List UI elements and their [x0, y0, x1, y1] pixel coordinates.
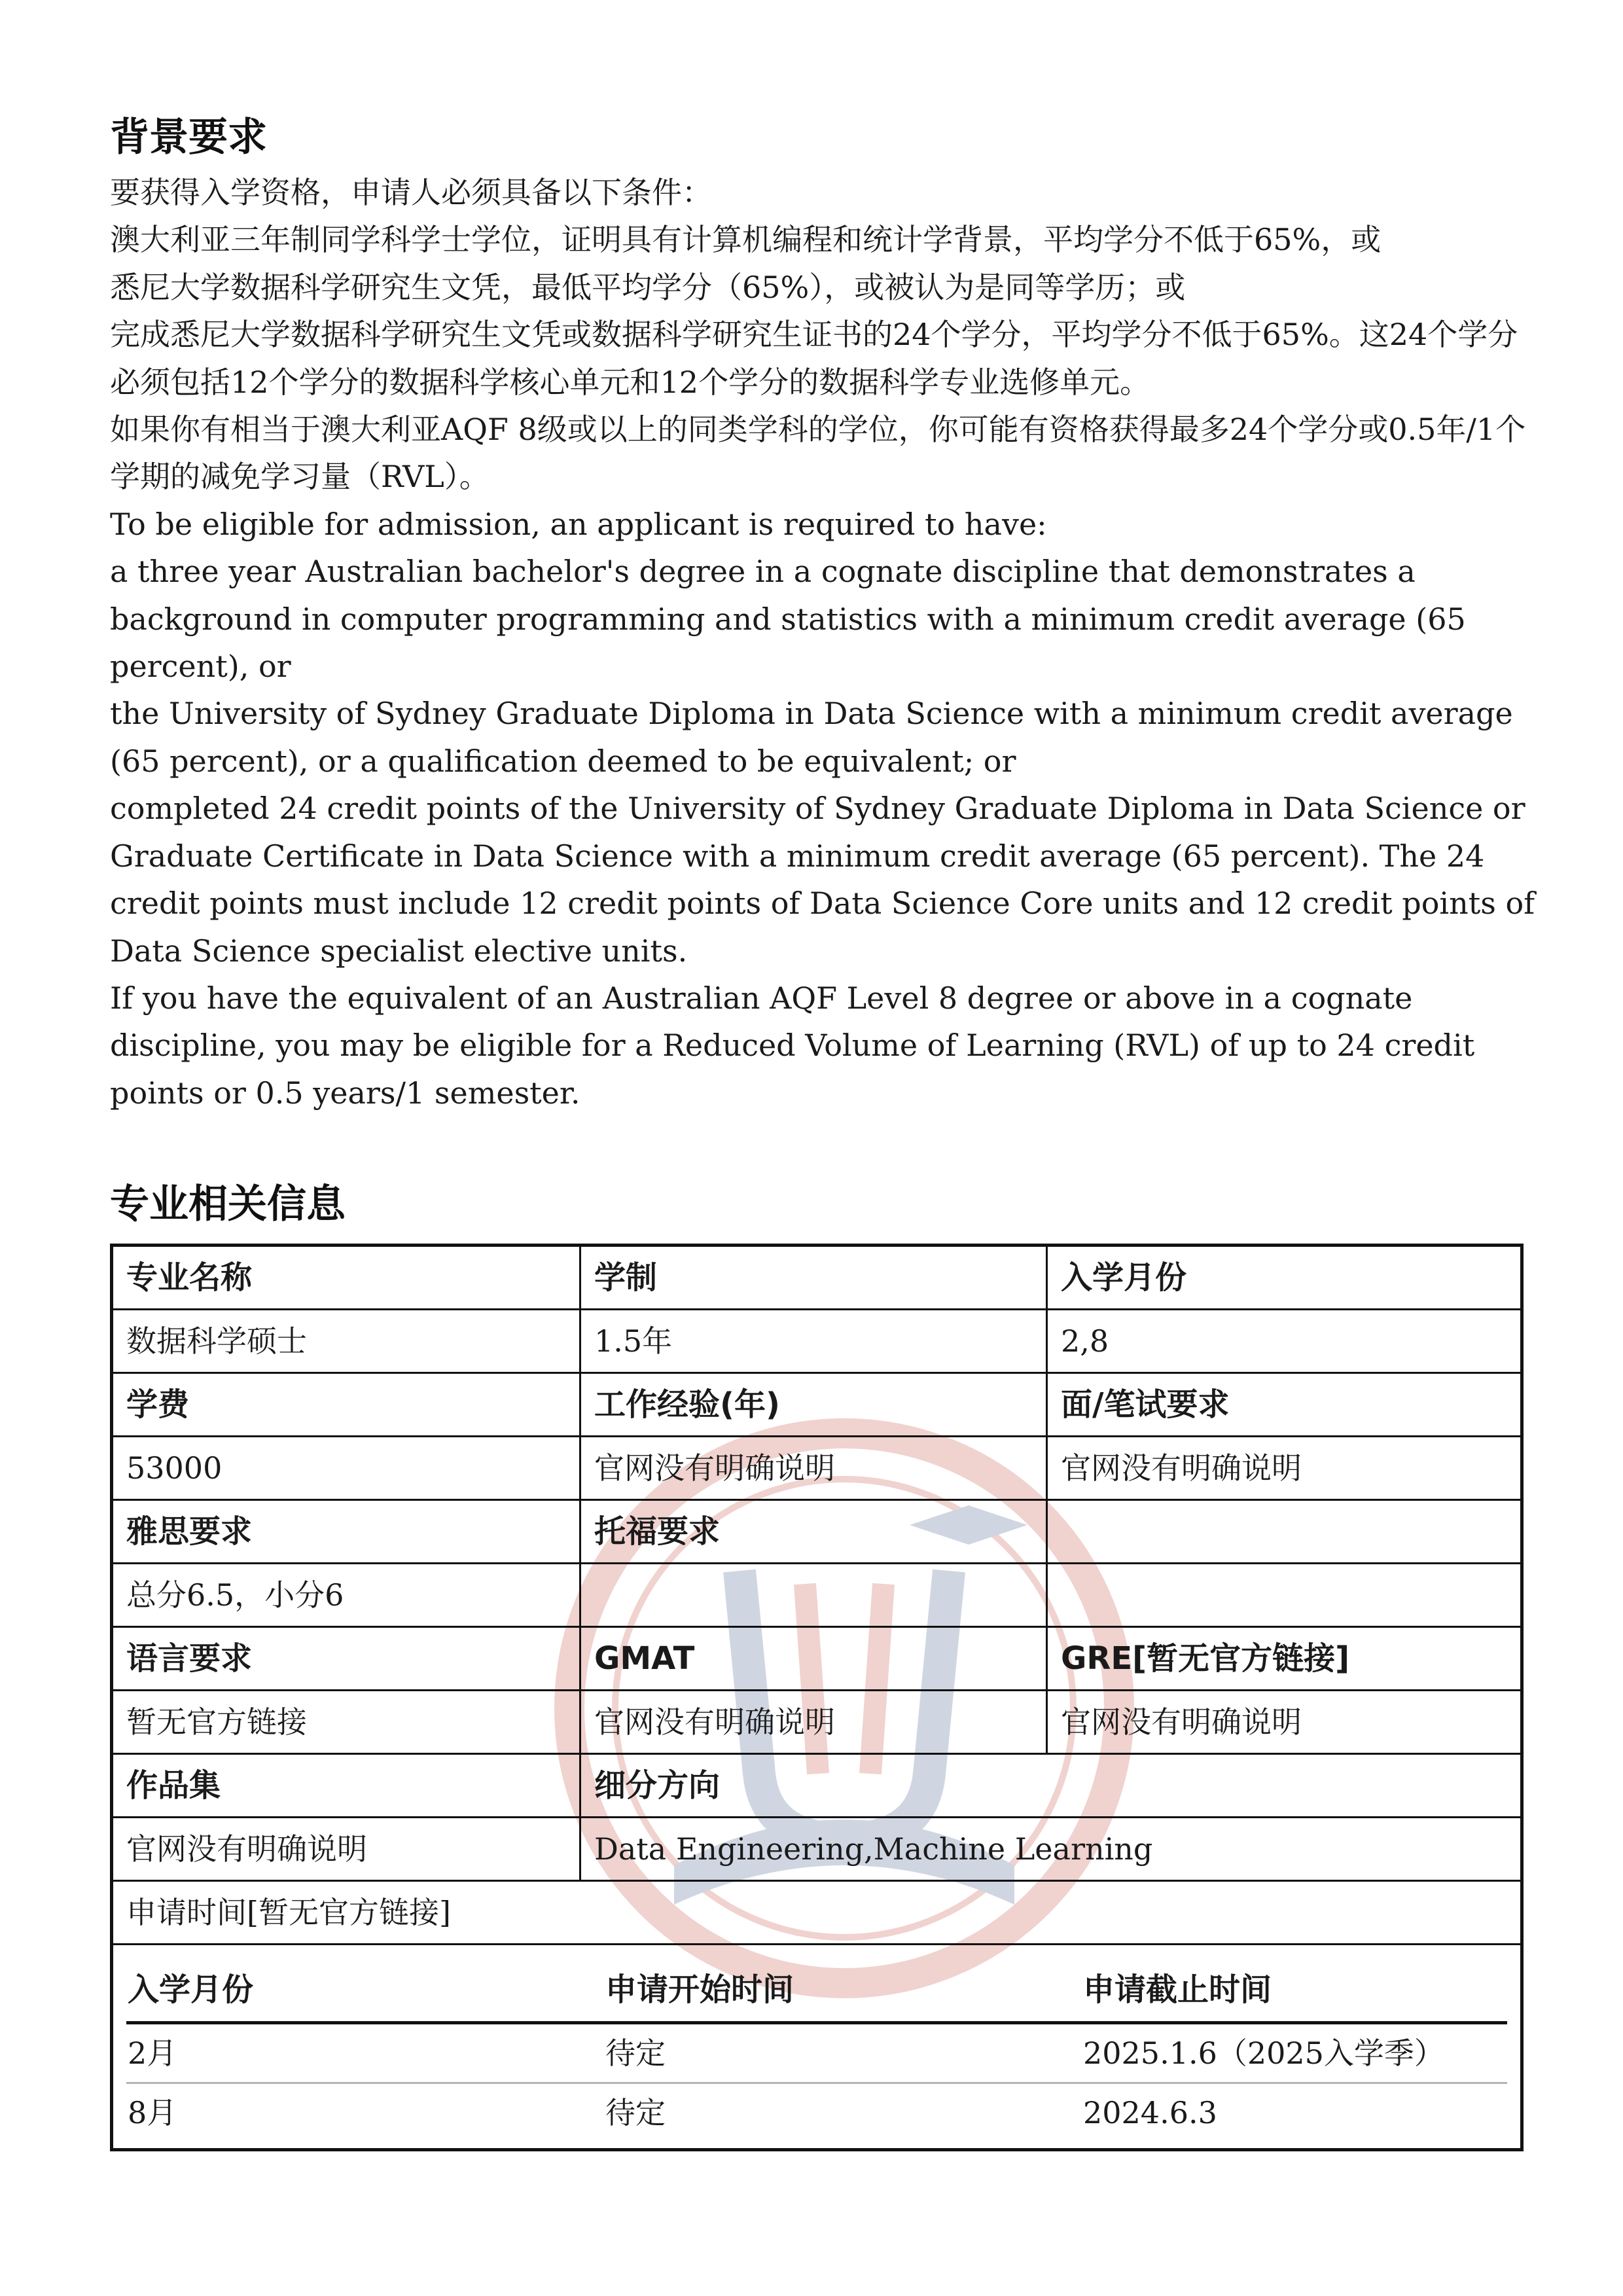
duration-label: 学制: [579, 1247, 1046, 1308]
schedule-deadline: 2024.6.3: [1083, 2095, 1217, 2130]
requirement-paragraph: completed 24 credit points of the University of Sydney Graduate Diploma in Data Science or Graduate Certificate in Data Science with a minimum credit average (65 percent). The 24 credit points must include 12 credit points of Data Science Core units and 12 credit points of Data Science specialist elective units.: [110, 791, 1535, 969]
table-row: [113, 1816, 1520, 1880]
requirement-paragraph: 要获得入学资格，申请人必须具备以下条件：: [110, 175, 712, 210]
requirement-paragraph: 澳大利亚三年制同学科学士学位，证明具有计算机编程和统计学背景，平均学分不低于65%，或: [110, 222, 1382, 258]
requirement-paragraph: 完成悉尼大学数据科学研究生文凭或数据科学研究生证书的24个学分，平均学分不低于65%。这24个学分必须包括12个学分的数据科学核心单元和12个学分的数据科学专业选修单元。: [110, 317, 1518, 400]
intake-months-value: 2,8: [1046, 1310, 1520, 1372]
requirement-paragraph: 如果你有相当于澳大利亚AQF 8级或以上的同类学科的学位，你可能有资格获得最多24个学分或0.5年/1个学期的减免学习量（RVL）。: [110, 412, 1526, 495]
requirement-paragraph: If you have the equivalent of an Australian AQF Level 8 degree or above in a cognate discipline, you may be eligible for a Reduced Volume of Learning (RVL) of up to 24 credit points or 0.5 years/1 semester.: [110, 980, 1475, 1111]
application-time-label: 申请时间[暂无官方链接]: [126, 1895, 451, 1930]
schedule-start: 待定: [605, 2036, 666, 2071]
gmat-value: 官网没有明确说明: [579, 1691, 1046, 1753]
language-label: 语言要求: [126, 1640, 253, 1677]
table-row: [113, 1435, 1520, 1499]
background-requirements: [110, 169, 1537, 1117]
language-value: 暂无官方链接: [126, 1704, 307, 1740]
schedule-header-start: 申请开始时间: [605, 1971, 794, 2008]
schedule-row: [126, 2084, 1507, 2142]
ielts-label: 雅思要求: [126, 1513, 253, 1550]
gre-value: 官网没有明确说明: [1046, 1691, 1520, 1753]
table-row: [113, 1880, 1520, 1943]
schedule-header-row: [126, 1958, 1507, 2024]
toefl-value: [579, 1564, 1046, 1626]
work-experience-value: 官网没有明确说明: [579, 1437, 1046, 1499]
toefl-label: 托福要求: [579, 1501, 1046, 1562]
table-row: [113, 1247, 1520, 1308]
requirement-paragraph: To be eligible for admission, an applicant is required to have:: [110, 506, 1047, 542]
specialization-value: Data Engineering,Machine Learning: [579, 1818, 1520, 1880]
empty-cell: [1046, 1501, 1520, 1562]
tuition-value: 53000: [126, 1450, 223, 1486]
portfolio-value: 官网没有明确说明: [126, 1831, 367, 1867]
program-info-section-title: 专业相关信息: [110, 1181, 346, 1227]
table-row: [113, 1562, 1520, 1626]
requirement-paragraph: 悉尼大学数据科学研究生文凭，最低平均学分（65%），或被认为是同等学历；或: [110, 269, 1186, 305]
interview-value: 官网没有明确说明: [1046, 1437, 1520, 1499]
schedule-start: 待定: [605, 2095, 666, 2130]
program-name-value: 数据科学硕士: [126, 1323, 307, 1359]
schedule-row: [126, 2024, 1507, 2084]
schedule-intake: 8月: [128, 2095, 177, 2130]
table-row: [113, 1372, 1520, 1435]
schedule-deadline: 2025.1.6（2025入学季）: [1083, 2036, 1444, 2071]
specialization-label: 细分方向: [579, 1755, 1520, 1816]
schedule-header-intake: 入学月份: [128, 1971, 254, 2008]
ielts-value: 总分6.5，小分6: [126, 1577, 344, 1613]
portfolio-label: 作品集: [126, 1767, 221, 1804]
table-row: [113, 1626, 1520, 1689]
duration-value: 1.5年: [579, 1310, 1046, 1372]
table-row: [113, 1689, 1520, 1753]
schedule-header-deadline: 申请截止时间: [1083, 1971, 1272, 2008]
schedule-intake: 2月: [128, 2036, 177, 2071]
requirement-paragraph: a three year Australian bachelor's degree in a cognate discipline that demonstrates a background in computer programming and statistics with a minimum credit average (65 percent), or: [110, 554, 1466, 685]
table-row: [113, 1308, 1520, 1372]
program-name-label: 专业名称: [126, 1259, 253, 1296]
requirement-paragraph: the University of Sydney Graduate Diploma in Data Science with a minimum credit average (65 percent), or a qualification deemed to be equivalent; or: [110, 696, 1513, 779]
empty-cell: [1046, 1564, 1520, 1626]
work-experience-label: 工作经验(年): [579, 1374, 1046, 1435]
intake-months-label: 入学月份: [1046, 1247, 1520, 1308]
interview-label: 面/笔试要求: [1046, 1374, 1520, 1435]
gre-label: GRE[暂无官方链接]: [1046, 1628, 1520, 1689]
application-schedule: [113, 1943, 1520, 2148]
program-info-table: [110, 1244, 1524, 2151]
tuition-label: 学费: [126, 1386, 190, 1423]
gmat-label: GMAT: [579, 1628, 1046, 1689]
background-section-title: 背景要求: [110, 115, 267, 160]
table-row: [113, 1499, 1520, 1562]
table-row: [113, 1753, 1520, 1816]
